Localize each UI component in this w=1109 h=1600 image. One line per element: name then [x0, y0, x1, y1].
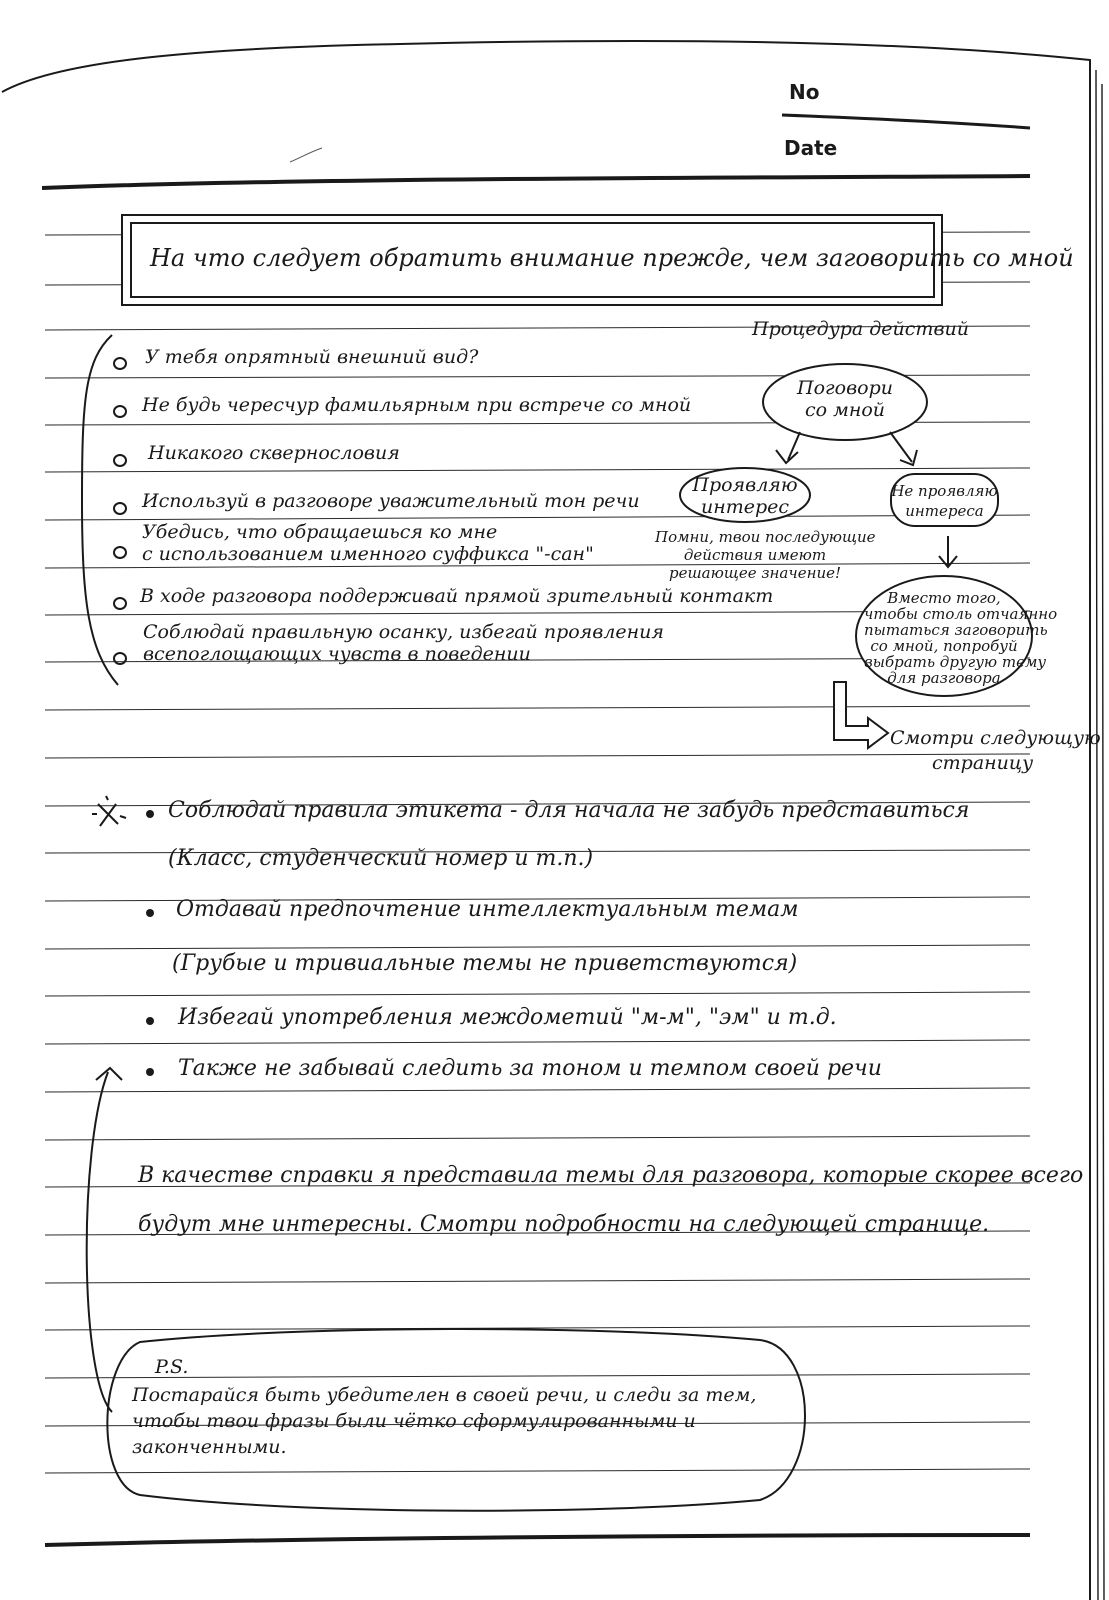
- flow-result-line: пытаться заговорить: [864, 621, 1048, 639]
- bullet-dot-icon: [146, 1068, 154, 1076]
- checklist-item: с использованием именного суффикса "-сан": [142, 543, 594, 565]
- checkbox-circle-icon: [113, 502, 127, 515]
- bullet-subnote: (Грубые и тривиальные темы не приветствуются): [172, 951, 798, 976]
- ps-line: Постарайся быть убедителен в своей речи, и следи за тем,: [132, 1384, 757, 1406]
- checkbox-circle-icon: [113, 357, 127, 370]
- flow-start-line: со мной: [804, 399, 886, 421]
- ps-label: P.S.: [155, 1356, 189, 1378]
- no-label: No: [789, 80, 820, 104]
- flow-result-line: выбрать другую тему: [864, 653, 1047, 671]
- arrow-to-right-node: [890, 432, 917, 465]
- footer-rule: [45, 1535, 1030, 1545]
- arrow-to-left-node: [776, 432, 800, 463]
- page-title: На что следует обратить внимание прежде, чем заговорить со мной: [150, 244, 1074, 272]
- bullet-dot-icon: [146, 1017, 154, 1025]
- checkbox-circle-icon: [113, 454, 127, 467]
- no-rule: [782, 115, 1030, 128]
- bullet-item: Соблюдай правила этикета - для начала не забудь представиться: [168, 798, 970, 823]
- checklist-item: Не будь чересчур фамильярным при встрече со мной: [142, 394, 692, 416]
- checklist-item: Соблюдай правильную осанку, избегай проявления: [143, 621, 664, 643]
- flow-left-note-line: решающее значение!: [668, 564, 842, 582]
- flow-left-note-line: Помни, твои последующие: [655, 528, 876, 546]
- checklist-item: Используй в разговоре уважительный тон речи: [142, 490, 640, 512]
- flow-left-node-line: интерес: [700, 496, 790, 518]
- important-mark: [92, 796, 126, 826]
- checkbox-circle-icon: [113, 405, 127, 418]
- reference-line: будут мне интересны. Смотри подробности на следующей странице.: [138, 1212, 990, 1237]
- ps-line: чтобы твои фразы были чётко сформулированными и: [132, 1410, 696, 1432]
- arrow-to-result: [939, 536, 957, 567]
- flow-left-node-line: Проявляю: [692, 474, 798, 496]
- date-label: Date: [784, 136, 838, 160]
- flow-right-node-line: Не проявляю: [891, 482, 998, 500]
- ps-line: законченными.: [132, 1436, 287, 1458]
- flow-start-line: Поговори: [797, 377, 893, 399]
- back-arrow: [87, 1068, 122, 1412]
- reference-line: В качестве справки я представила темы для разговора, которые скорее всего: [138, 1163, 1084, 1188]
- checklist-item: Никакого сквернословия: [148, 442, 400, 464]
- checklist-item: Убедись, что обращаешься ко мне: [142, 521, 498, 543]
- checklist-item: У тебя опрятный внешний вид?: [145, 346, 479, 368]
- checkbox-circle-icon: [113, 546, 127, 559]
- bullet-item: Отдавай предпочтение интеллектуальным темам: [176, 897, 799, 922]
- flowchart-title: Процедура действий: [752, 318, 969, 340]
- next-page-line: страницу: [932, 752, 1034, 774]
- checkbox-circle-icon: [113, 652, 127, 665]
- bullet-item: Избегай употребления междометий "м-м", "эм" и т.д.: [178, 1005, 837, 1030]
- bullet-dot-icon: [146, 909, 154, 917]
- next-page-arrow: [834, 682, 888, 748]
- checklist-item: всепоглощающих чувств в поведении: [143, 643, 531, 665]
- flow-result-line: чтобы столь отчаянно: [864, 605, 1058, 623]
- scribble-mark: [290, 148, 322, 162]
- checklist-item: В ходе разговора поддерживай прямой зрительный контакт: [140, 585, 774, 607]
- next-page-line: Смотри следующую: [890, 727, 1101, 749]
- flow-result-line: для разговора: [887, 669, 1001, 687]
- bullet-subnote: (Класс, студенческий номер и т.п.): [168, 846, 594, 871]
- flow-right-node-line: интереса: [905, 502, 984, 520]
- flow-result-line: со мной, попробуй: [870, 637, 1018, 655]
- page-stack-edge: [1096, 70, 1104, 1600]
- checkbox-circle-icon: [113, 597, 127, 610]
- bullet-dot-icon: [146, 810, 154, 818]
- flow-result-line: Вместо того,: [887, 589, 1001, 607]
- bullet-item: Также не забывай следить за тоном и темпом своей речи: [178, 1056, 882, 1081]
- flow-left-note-line: действия имеют: [683, 546, 827, 564]
- header-rule: [42, 176, 1030, 188]
